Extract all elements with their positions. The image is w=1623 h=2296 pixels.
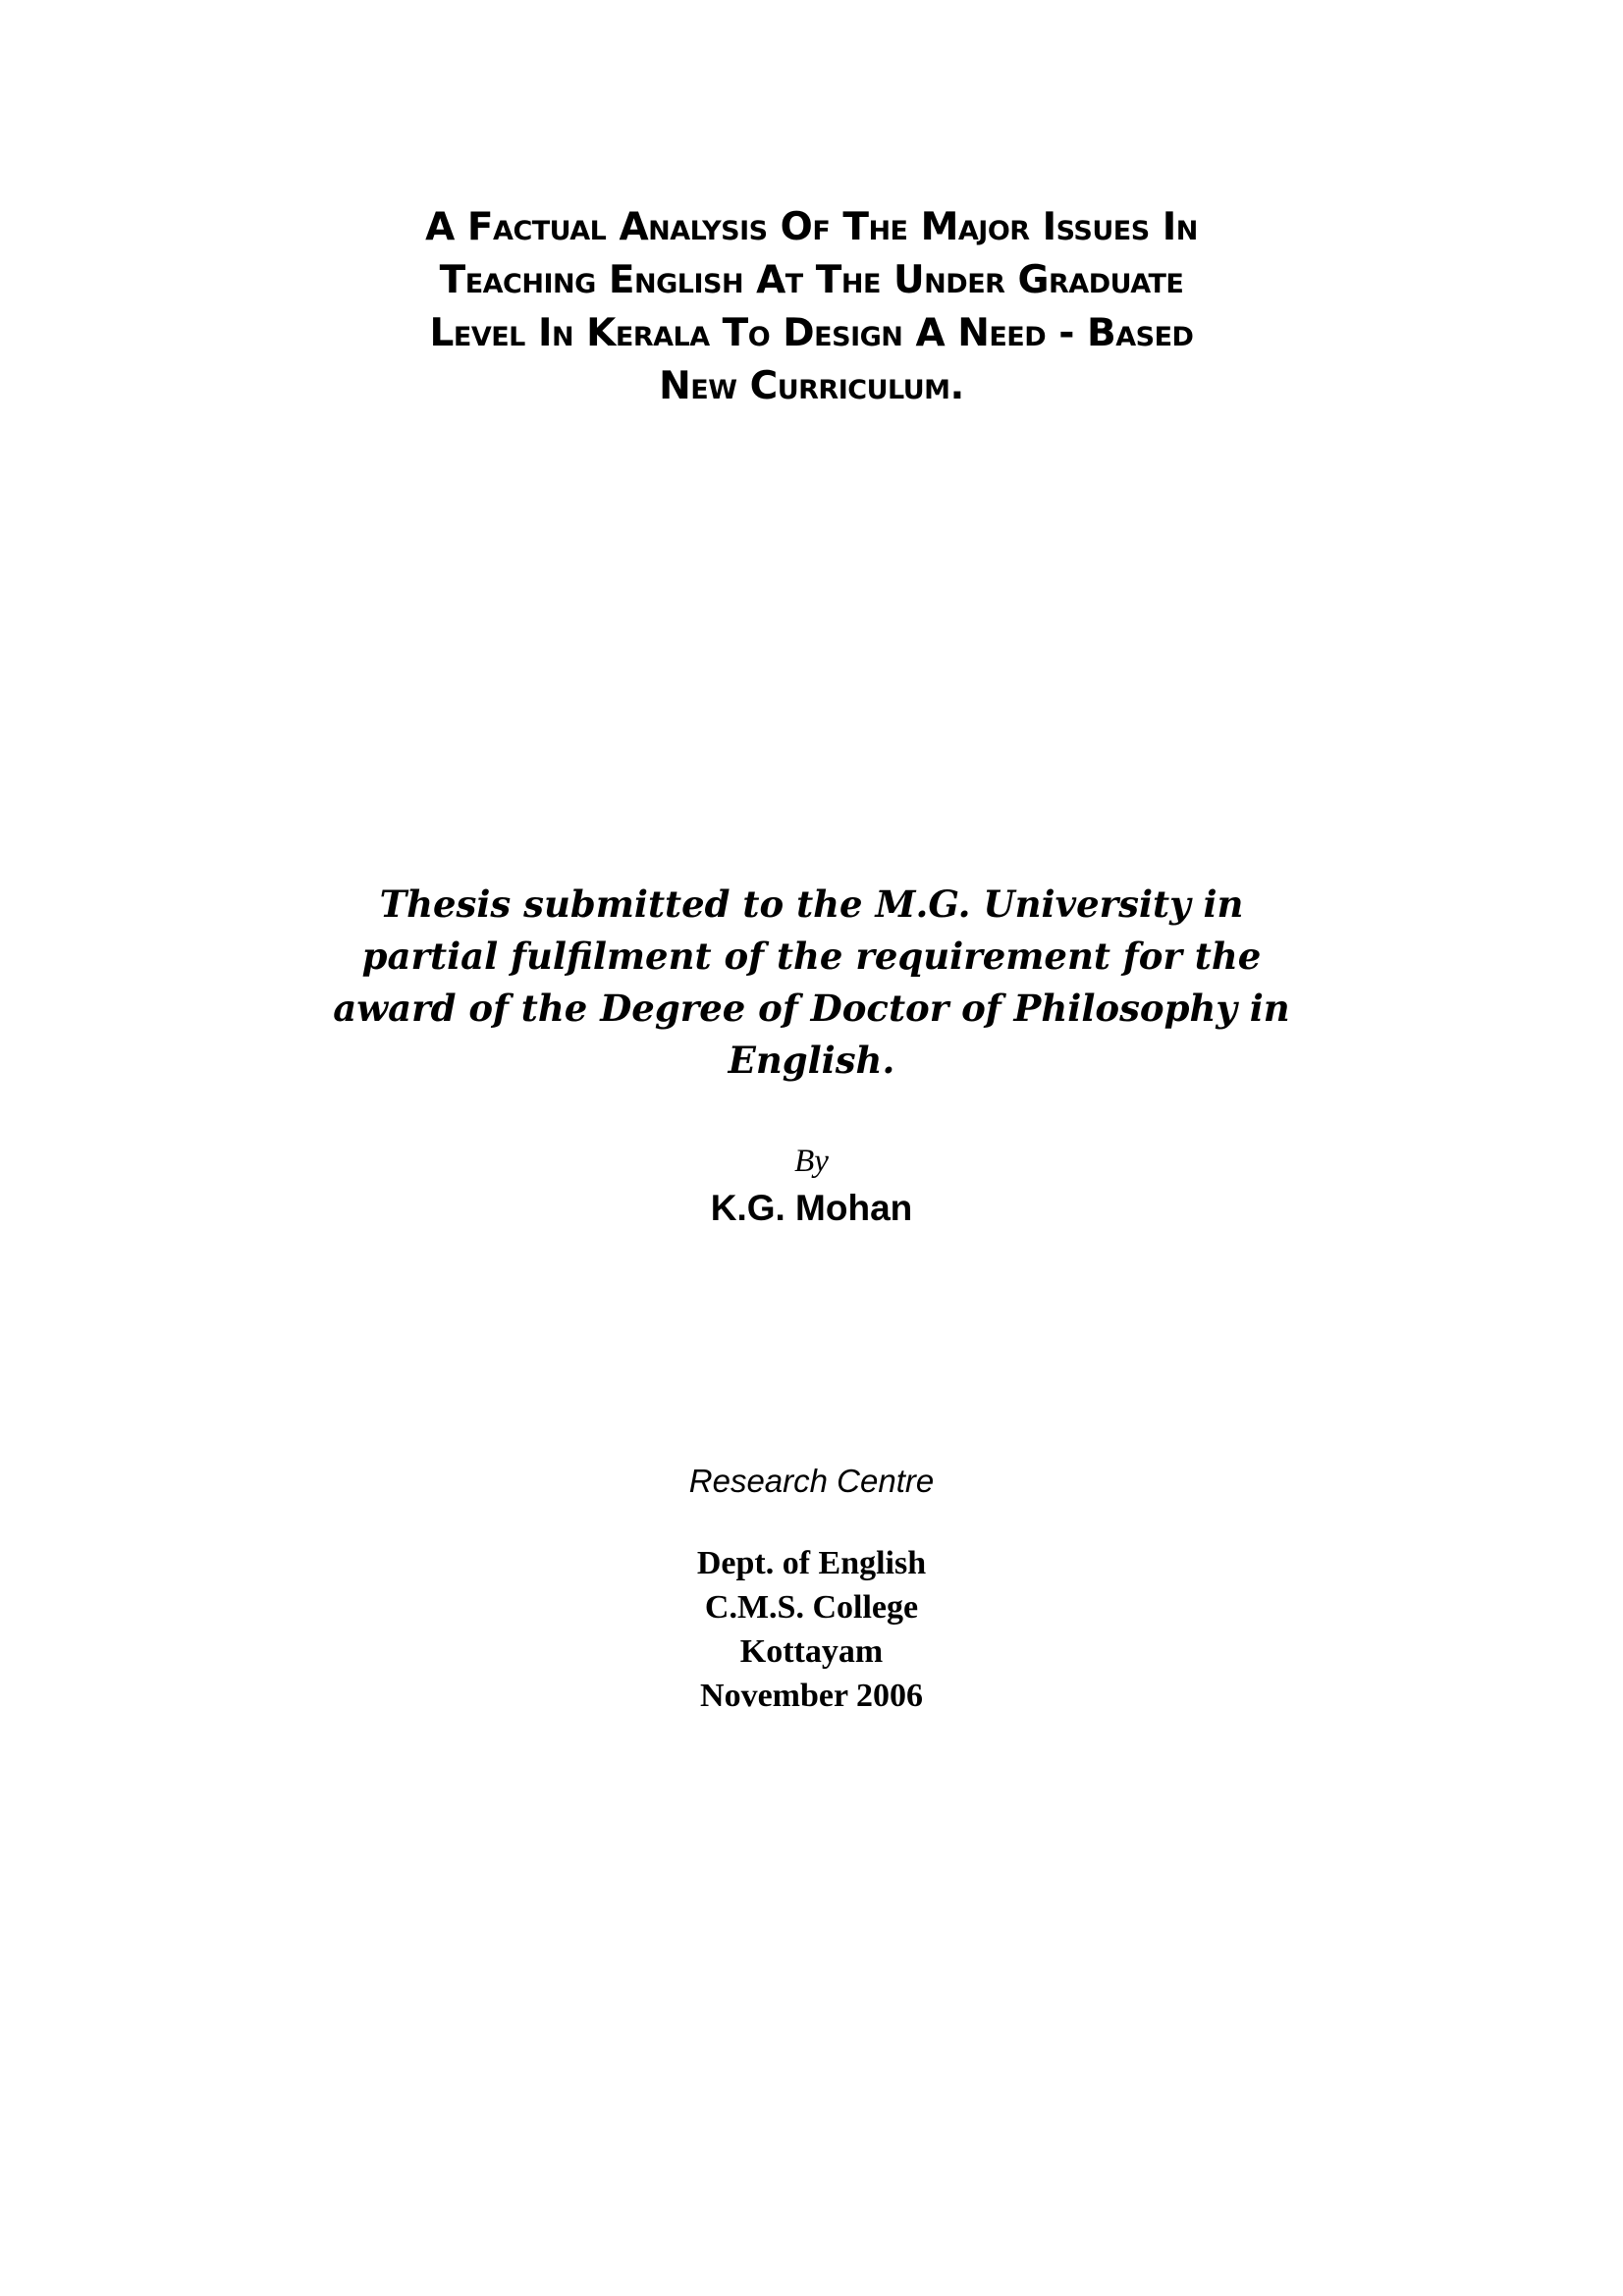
submission-line: Thesis submitted to the M.G. University in: [379, 882, 1244, 926]
date-line: November 2006: [700, 1678, 923, 1714]
submission-line: award of the Degree of Doctor of Philosophy in: [333, 987, 1290, 1030]
thesis-title-line: A Factual Analysis Of The Major Issues In: [425, 205, 1198, 249]
submission-line: partial fulfilment of the requirement for the: [361, 934, 1262, 978]
submission-line: English.: [728, 1039, 895, 1082]
city-line: Kottayam: [739, 1633, 884, 1670]
thesis-title-line: New Curriculum.: [659, 364, 964, 408]
thesis-title: [0, 201, 1623, 413]
department-line: Dept. of English: [696, 1545, 927, 1581]
thesis-title-line: Teaching English At The Under Graduate: [439, 258, 1184, 302]
research-centre-label: Research Centre: [688, 1463, 935, 1499]
author-name: K.G. Mohan: [710, 1188, 913, 1228]
by-label: By: [794, 1144, 829, 1179]
institution-address: [0, 1541, 1623, 1718]
thesis-title-line: Level In Kerala To Design A Need - Based: [429, 311, 1194, 355]
college-line: C.M.S. College: [704, 1589, 919, 1626]
submission-statement: [0, 879, 1623, 1087]
